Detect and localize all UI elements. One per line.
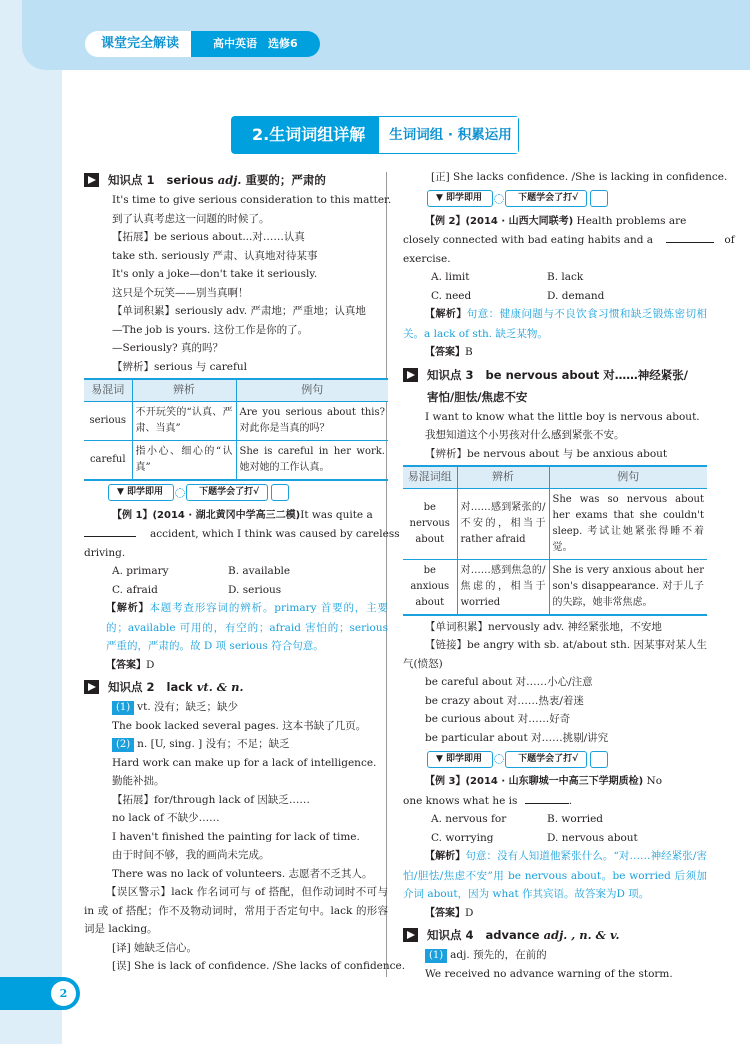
left-column (84, 168, 406, 976)
choice-d: D. nervous about (547, 831, 638, 844)
play-arrow-icon (403, 368, 418, 382)
example-label: 【例 3】 (425, 776, 466, 787)
quick-use-prompt: 下题学会了打√ (505, 190, 587, 207)
phrase-item: be particular about 对……挑剔/讲究 (425, 731, 609, 744)
table-row (84, 401, 388, 440)
answer-value: D (146, 658, 155, 671)
quick-use-label: ▼ 即学即用 (427, 190, 493, 207)
link-note: 【链接】be angry with sb. at/about sth. 因某事对某人生气(愤怒) (403, 639, 707, 670)
example-1-answer (84, 656, 388, 676)
sense-1 (403, 946, 707, 965)
table-cell-example: She is very anxious about her son's disappearance. 对于儿子的失踪，她非常焦虑。 (549, 559, 707, 615)
choice-a: A. primary (112, 565, 169, 577)
example-3-choices (403, 810, 707, 847)
choice-c: C. worrying (431, 831, 494, 844)
example-text: Health problems are (576, 214, 687, 227)
sense-text: vt. 没有；缺乏；缺少 (137, 701, 238, 713)
example-1-choices (84, 562, 388, 599)
choice-c: C. afraid (112, 583, 158, 596)
answer-blank (666, 242, 714, 243)
comparison-table-nervous-anxious (403, 465, 707, 616)
phrase-item: be crazy about 对……热衷/着迷 (425, 694, 584, 707)
kp-word: be nervous about (485, 367, 600, 382)
quick-use-prompt: 下题学会了打√ (186, 484, 268, 501)
choice-d: D. serious (228, 583, 282, 596)
text-line: take sth. seriously 严肃、认真地对待某事 (112, 249, 318, 262)
right-column (403, 168, 735, 983)
text-line: 【拓展】for/through lack of 因缺乏…… (112, 793, 310, 806)
analysis-label: 【解析】 (425, 851, 466, 862)
sense-number-badge: (1) (112, 701, 134, 715)
text-line: [正] She lacks confidence. /She is lacking in confidence. (431, 171, 728, 183)
knowledge-point-3-heading (403, 364, 707, 386)
example-text: . (568, 794, 573, 807)
example-2-stem (403, 212, 707, 232)
table-cell-analysis: 指小心、细心的“认真” (132, 440, 236, 480)
answer-value: D (465, 906, 474, 919)
comparison-table-serious-careful (84, 378, 388, 481)
answer-label: 【答案】 (106, 659, 146, 671)
example-source: (2014 · 山东聊城一中高三下学期质检) (465, 776, 644, 787)
table-cell-word: be nervous about (403, 488, 457, 559)
table-cell-example: Are you serious about this? 对此你是当真的吗？ (236, 401, 388, 440)
table-header: 辨析 (132, 379, 236, 401)
table-row (403, 488, 707, 559)
kp-pos: vt. & n. (196, 680, 244, 694)
sense-number-badge: (1) (425, 949, 447, 963)
knowledge-point-1-heading (84, 169, 388, 191)
quick-use-label: ▼ 即学即用 (108, 484, 174, 501)
example-2-answer (403, 343, 707, 363)
choice-a: A. nervous for (431, 813, 507, 825)
example-label: 【例 2】 (425, 215, 466, 227)
answer-value: B (465, 346, 473, 358)
sense-text: n. [U, sing. ] 没有；不足；缺乏 (137, 738, 290, 750)
knowledge-point-4-heading (403, 924, 707, 946)
text-line: 【单词积累】seriously adv. 严肃地；严重地；认真地 (112, 305, 366, 317)
example-text: of (724, 234, 735, 246)
page-number: 2 (51, 981, 76, 1006)
text-line: [误] She is lack of confidence. /She lacks of confidence. (112, 960, 406, 972)
text-line: Hard work can make up for a lack of intelligence. (112, 756, 377, 769)
example-3-stem-line2 (403, 792, 707, 811)
book-brand: 课堂完全解读 (85, 31, 191, 57)
example-text: one knows what he is (403, 794, 518, 807)
example-1-analysis (84, 599, 388, 656)
text-line: I haven't finished the painting for lack of time. (112, 830, 360, 843)
table-row (403, 559, 707, 615)
text-line: 【单词积累】nervously adv. 神经紧张地，不安地 (425, 620, 662, 633)
example-2-stem-line2 (403, 231, 735, 250)
choice-d: D. demand (547, 289, 605, 302)
table-cell-analysis: 对……感到焦急的/焦虑的，相当于 worried (457, 559, 549, 615)
example-text: exercise. (403, 252, 451, 265)
table-header: 易混词组 (403, 466, 457, 488)
kp-word: serious (166, 173, 214, 187)
text-line: 【辨析】be nervous about 与 be anxious about (425, 447, 668, 460)
table-header: 例句 (549, 466, 707, 488)
section-title (231, 116, 519, 154)
link-icon (175, 488, 185, 498)
example-source: (2014 · 湖北黄冈中学高三二模) (152, 509, 301, 521)
example-1-stem (84, 506, 388, 526)
quick-use-bar (427, 750, 707, 768)
analysis-text: 句意：没有人知道他紧张什么。“对……神经紧张/害怕/胆怯/焦虑不安”用 be nervous about。be worried 后须加介词 about，因为 what 作其宾语。故答案为D 项。 (403, 850, 708, 900)
kp-word: lack (166, 680, 193, 694)
warning-note: 【误区警示】lack 作名词可与 of 搭配，但作动词时不可与 in 或 of 搭配；作不及物动词时，常用于否定句中。lack 的形容词是 lacking。 (84, 886, 388, 935)
table-cell-word: be anxious about (403, 559, 457, 615)
text-line: —The job is yours. 这份工作是你的了。 (112, 323, 309, 336)
example-3-analysis (403, 847, 707, 904)
text-line: There was no lack of volunteers. 志愿者不乏其人。 (112, 867, 373, 880)
link-icon (494, 194, 504, 204)
text-line: I want to know what the little boy is nervous about. (425, 410, 700, 423)
table-cell-word: careful (84, 440, 132, 480)
analysis-label: 【解析】 (106, 603, 150, 614)
sense-text: adj. 预先的，在前的 (450, 949, 547, 961)
answer-label: 【答案】 (425, 907, 465, 919)
phrase-item: be careful about 对……小心/注意 (425, 676, 593, 688)
analysis-text: 句意：健康问题与不良饮食习惯和缺乏锻炼密切相关。a lack of sth. 缺乏某物。 (403, 308, 708, 340)
example-text: driving. (84, 546, 126, 559)
text-line: 这只是个玩笑——别当真啊！ (112, 286, 249, 299)
course-label: 高中英语 选修6 (191, 31, 320, 57)
answer-label: 【答案】 (425, 347, 465, 358)
example-text: No (646, 775, 663, 787)
choice-a: A. limit (431, 271, 470, 283)
table-cell-analysis: 不开玩笑的“认真、严肃、当真” (132, 401, 236, 440)
example-text: accident, which I think was caused by careless (150, 528, 400, 540)
play-arrow-icon (403, 928, 418, 942)
text-line: 到了认真考虑这一问题的时候了。 (112, 212, 270, 225)
analysis-text: 本题考查形容词的辨析。primary 首要的，主要的；available 可用的，有空的；afraid 害怕的；serious 严重的，严肃的。故 D 项 serious 符合句意。 (106, 602, 389, 652)
header-band (22, 0, 750, 70)
table-cell-example: She was so nervous about her exams that she couldn't sleep. 考试让她紧张得睡不着觉。 (549, 488, 707, 559)
choice-c: C. need (431, 289, 472, 302)
check-box[interactable] (590, 751, 608, 768)
table-row (84, 440, 388, 480)
table-header: 易混词 (84, 379, 132, 401)
text-line: no lack of 不缺少…… (112, 812, 220, 824)
example-1-stem-line2 (84, 525, 400, 544)
text-line: 由于时间不够，我的画尚未完成。 (112, 849, 270, 861)
link-icon (494, 754, 504, 764)
kp-meaning-cont: 害怕/胆怯/焦虑不安 (427, 389, 528, 404)
table-header: 例句 (236, 379, 388, 401)
check-box[interactable] (590, 190, 608, 207)
page-number-tab (0, 977, 80, 1010)
kp-pos: adj. (217, 173, 242, 187)
example-label: 【例 1】 (112, 509, 153, 521)
choice-b: B. available (228, 565, 291, 577)
text-line: It's time to give serious consideration to this matter. (112, 194, 392, 206)
kp-label: 知识点 4 (427, 928, 474, 942)
quick-use-bar (427, 190, 707, 208)
kp-meaning: 对……神经紧张/ (603, 367, 688, 382)
sense-2 (84, 735, 388, 754)
example-2-analysis (403, 305, 707, 343)
kp-pos: adj. , n. & v. (543, 928, 620, 942)
analysis-label: 【解析】 (425, 309, 467, 320)
text-line: 【拓展】be serious about...对……认真 (112, 231, 305, 243)
choice-b: B. worried (547, 813, 604, 825)
section-subtitle: 生词词组 · 积累运用 (379, 117, 518, 153)
phrase-item: be curious about 对……好奇 (425, 713, 571, 725)
knowledge-point-2-heading (84, 676, 388, 698)
example-3-stem (403, 772, 707, 792)
kp-meaning: 重要的；严肃的 (245, 173, 326, 187)
kp-label: 知识点 2 (108, 680, 155, 694)
text-line: 【辨析】serious 与 careful (112, 360, 248, 373)
example-2-choices (403, 268, 707, 305)
example-source: (2014 · 山西大同联考) (465, 215, 574, 227)
kp-label: 知识点 1 (108, 173, 155, 187)
example-text: closely connected with bad eating habits and a (403, 234, 654, 246)
text-line: It's only a joke—don't take it seriously. (112, 268, 318, 280)
choice-b: B. lack (547, 271, 584, 283)
example-3-answer (403, 904, 707, 924)
table-cell-analysis: 对……感到紧张的/不安的，相当于 rather afraid (457, 488, 549, 559)
answer-blank (84, 536, 136, 537)
check-box[interactable] (271, 484, 289, 501)
table-header: 辨析 (457, 466, 549, 488)
text-line: 勤能补拙。 (112, 775, 165, 787)
quick-use-label: ▼ 即学即用 (427, 751, 493, 768)
text-line: 我想知道这个小男孩对什么感到紧张不安。 (425, 429, 625, 441)
play-arrow-icon (84, 680, 99, 694)
header-pill (85, 31, 320, 57)
text-line: The book lacked several pages. 这本书缺了几页。 (112, 719, 367, 732)
example-text: It was quite a (300, 508, 373, 521)
text-line: —Seriously? 真的吗？ (112, 342, 224, 354)
section-number-title: 2.生词词组详解 (232, 117, 379, 153)
table-cell-word: serious (84, 401, 132, 440)
sense-1 (84, 698, 388, 717)
answer-blank (525, 803, 569, 804)
left-sidebar (0, 0, 62, 1044)
quick-use-bar (108, 484, 388, 502)
kp-word: advance (485, 928, 540, 942)
kp-label: 知识点 3 (427, 367, 474, 382)
quick-use-prompt: 下题学会了打√ (505, 751, 587, 768)
sense-number-badge: (2) (112, 738, 134, 752)
text-line: [译] 她缺乏信心。 (112, 941, 198, 954)
text-line: We received no advance warning of the storm. (425, 967, 673, 980)
table-cell-example: She is careful in her work. 她对她的工作认真。 (236, 440, 388, 480)
play-arrow-icon (84, 173, 99, 187)
